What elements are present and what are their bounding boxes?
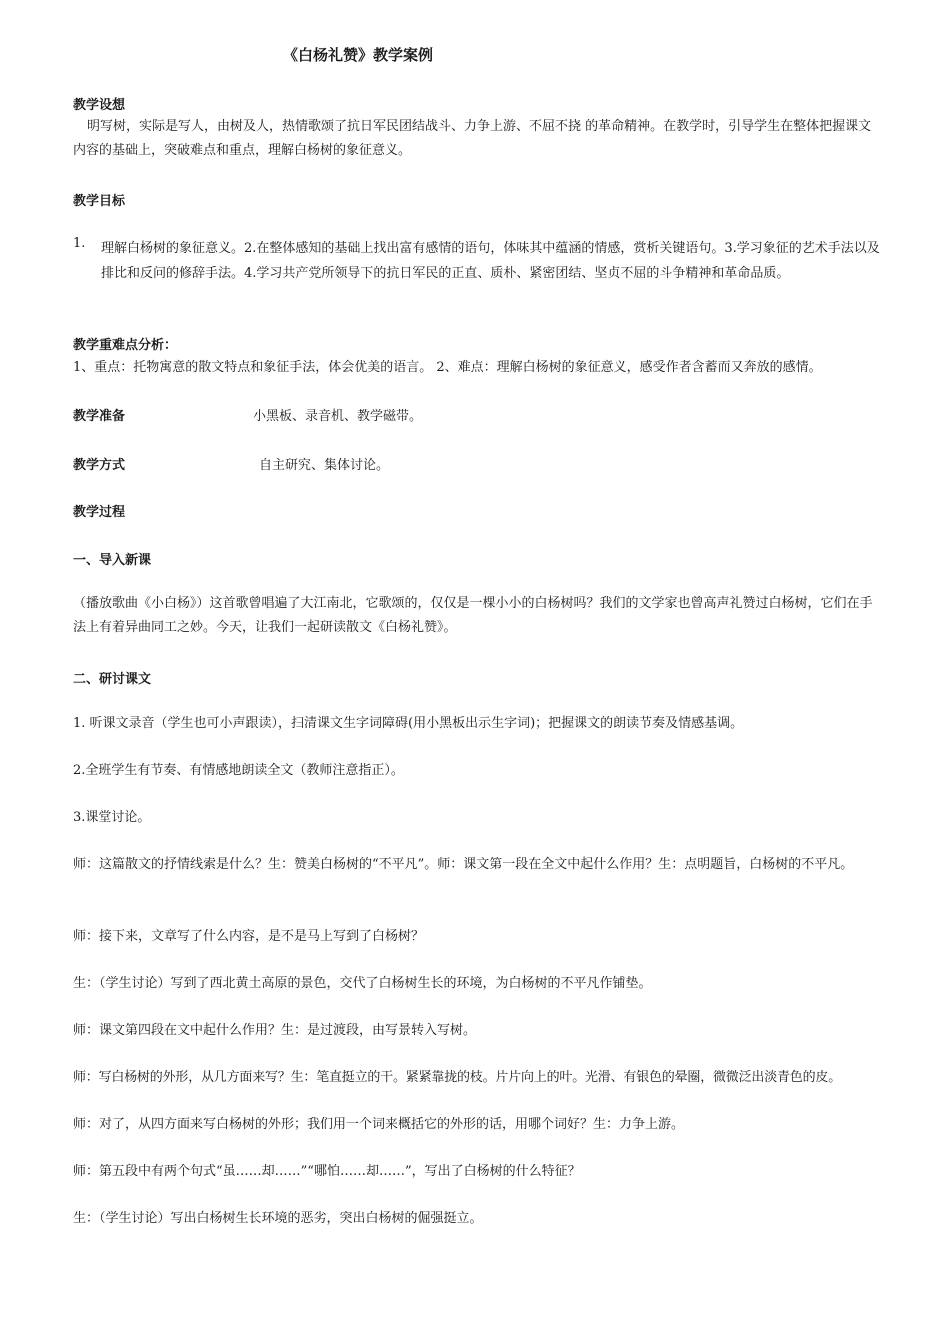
section2-paragraph: 3.课堂讨论。 (73, 810, 151, 825)
section2-paragraph: 1. 听课文录音（学生也可小声跟读），扫清课文生字词障碍(用小黑板出示生字词)；把握课文的朗读节奏及情感基调。 (73, 716, 744, 731)
section1-heading: 一、导入新课 (73, 553, 152, 568)
section1-text: （播放歌曲《小白杨》）这首歌曾唱遍了大江南北，它歌颂的，仅仅是一棵小小的白杨树吗？我们的文学家也曾高声礼赞过白杨树，它们在手法上有着异曲同工之妙。今天，让我们一起研读散文《白杨礼赞》。 (73, 596, 873, 635)
key-points-heading: 教学重难点分析： (73, 338, 178, 353)
section2-paragraph: 师：这篇散文的抒情线索是什么？生：赞美白杨树的“不平凡”。师：课文第一段在全文中起什么作用？生：点明题旨，白杨树的不平凡。 (73, 857, 854, 872)
section2-paragraph: 生：（学生讨论）写出白杨树生长环境的恶劣，突出白杨树的倔强挺立。 (73, 1211, 483, 1226)
section2-paragraph: 师：第五段中有两个句式“虽……却……”“哪怕……却……”，写出了白杨树的什么特征？ (73, 1164, 581, 1179)
goals-text: 理解白杨树的象征意义。2.在整体感知的基础上找出富有感情的语句，体味其中蕴涵的情感，赏析关键语句。3.学习象征的艺术手法以及排比和反问的修辞手法。4.学习共产党所领导下的抗日军民的正直、质朴、紧密团结、坚贞不屈的斗争精神和革命品质。 (101, 241, 880, 281)
section2-paragraph: 师：对了，从四方面来写白杨树的外形；我们用一个词来概括它的外形的话，用哪个词好？生：力争上游。 (73, 1117, 685, 1132)
section2-paragraph: 师：课文第四段在文中起什么作用？生：是过渡段，由写景转入写树。 (73, 1023, 477, 1038)
section2-paragraph: 生：（学生讨论）写到了西北黄土高原的景色，交代了白杨树生长的环境，为白杨树的不平凡作铺垫。 (73, 976, 652, 991)
key-points-text: 1、重点：托物寓意的散文特点和象征手法，体会优美的语言。 2、难点：理解白杨树的象征意义，感受作者含蓄而又奔放的感情。 (73, 360, 822, 375)
prep-label: 教学准备 (73, 409, 126, 424)
prep-value: 小黑板、录音机、教学磁带。 (253, 409, 423, 424)
document-title: 《白杨礼赞》教学案例 (283, 46, 434, 64)
section2-heading: 二、研讨课文 (73, 672, 152, 687)
design-heading: 教学设想 (73, 98, 126, 113)
goals-number: 1. (73, 236, 86, 251)
design-text: 明写树，实际是写人，由树及人，热情歌颂了抗日军民团结战斗、力争上游、不屈不挠 的革命精神。在教学时，引导学生在整体把握课文内容的基础上，突破难点和重点，理解白杨树的象征意义。 (73, 119, 872, 158)
section2-paragraph: 师：接下来，文章写了什么内容，是不是马上写到了白杨树？ (73, 929, 425, 944)
method-label: 教学方式 (73, 458, 126, 473)
section2-paragraph: 师：写白杨树的外形，从几方面来写？生：笔直挺立的干。紧紧靠拢的枝。片片向上的叶。光滑、有银色的晕圈，微微泛出淡青色的皮。 (73, 1070, 842, 1085)
goals-heading: 教学目标 (73, 194, 126, 209)
section2-paragraph: 2.全班学生有节奏、有情感地朗读全文（教师注意指正）。 (73, 763, 404, 778)
method-value: 自主研究、集体讨论。 (259, 458, 390, 473)
process-heading: 教学过程 (73, 505, 126, 520)
